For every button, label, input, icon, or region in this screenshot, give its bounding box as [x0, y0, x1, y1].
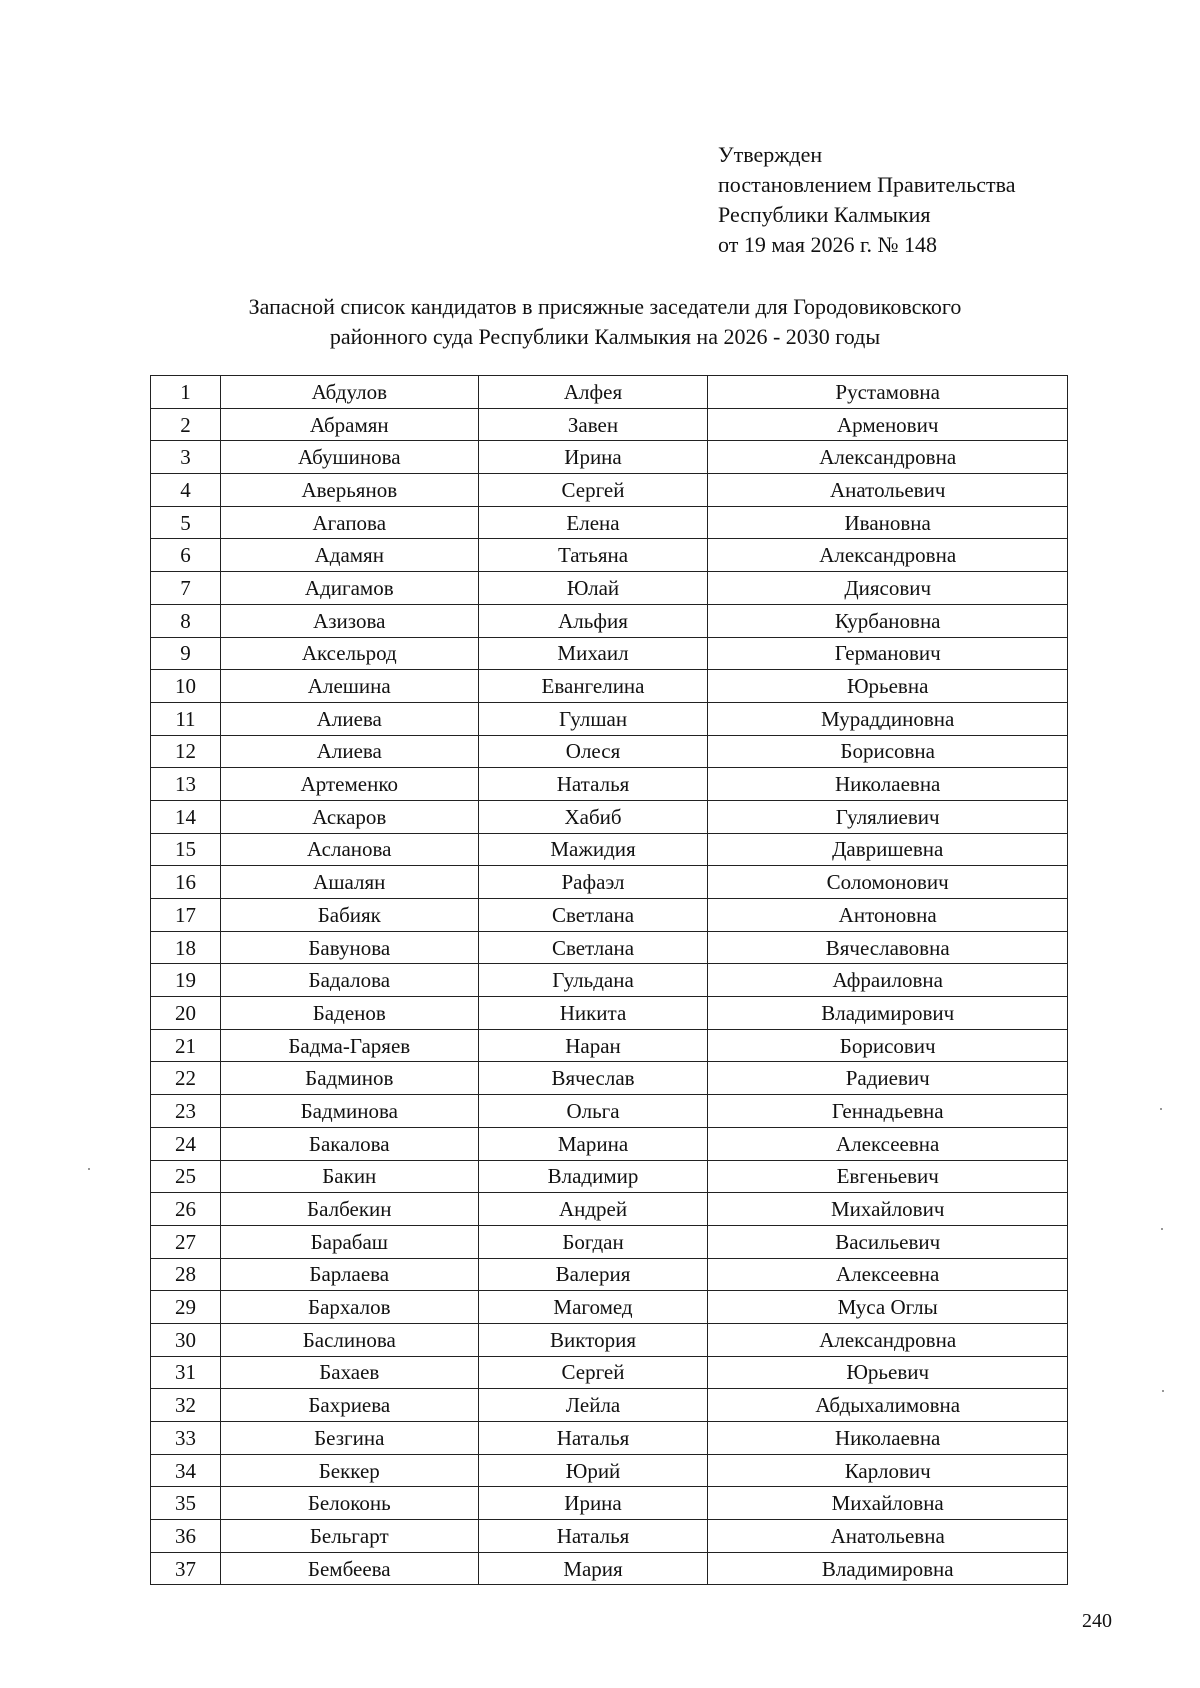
first-name-cell: Ольга [478, 1095, 708, 1128]
last-name-cell: Бавунова [220, 931, 478, 964]
row-number-cell: 19 [151, 964, 221, 997]
patronymic-cell: Борисовна [708, 735, 1068, 768]
patronymic-cell: Михайловна [708, 1487, 1068, 1520]
row-number-cell: 14 [151, 800, 221, 833]
table-row [151, 376, 1068, 409]
patronymic-cell: Юрьевна [708, 670, 1068, 703]
scan-speck [1162, 1390, 1164, 1392]
row-number-cell: 13 [151, 768, 221, 801]
last-name-cell: Бахриева [220, 1389, 478, 1422]
last-name-cell: Артеменко [220, 768, 478, 801]
row-number-cell: 28 [151, 1258, 221, 1291]
table-row [151, 1389, 1068, 1422]
first-name-cell: Никита [478, 997, 708, 1030]
last-name-cell: Абушинова [220, 441, 478, 474]
table-row [151, 604, 1068, 637]
patronymic-cell: Вячеславовна [708, 931, 1068, 964]
patronymic-cell: Гулялиевич [708, 800, 1068, 833]
first-name-cell: Мария [478, 1552, 708, 1585]
table-row [151, 539, 1068, 572]
first-name-cell: Алфея [478, 376, 708, 409]
patronymic-cell: Абдыхалимовна [708, 1389, 1068, 1422]
first-name-cell: Завен [478, 408, 708, 441]
last-name-cell: Барлаева [220, 1258, 478, 1291]
patronymic-cell: Радиевич [708, 1062, 1068, 1095]
table-row [151, 637, 1068, 670]
last-name-cell: Азизова [220, 604, 478, 637]
table-row [151, 800, 1068, 833]
approval-block [718, 140, 1016, 260]
last-name-cell: Бабияк [220, 899, 478, 932]
first-name-cell: Ирина [478, 1487, 708, 1520]
row-number-cell: 5 [151, 506, 221, 539]
table-row [151, 964, 1068, 997]
patronymic-cell: Евгеньевич [708, 1160, 1068, 1193]
last-name-cell: Безгина [220, 1422, 478, 1455]
first-name-cell: Сергей [478, 1356, 708, 1389]
table-row [151, 1422, 1068, 1455]
patronymic-cell: Александровна [708, 539, 1068, 572]
row-number-cell: 34 [151, 1454, 221, 1487]
last-name-cell: Аскаров [220, 800, 478, 833]
candidates-table [150, 375, 1068, 1585]
first-name-cell: Наталья [478, 1520, 708, 1553]
patronymic-cell: Давришевна [708, 833, 1068, 866]
last-name-cell: Бадма-Гаряев [220, 1029, 478, 1062]
patronymic-cell: Геннадьевна [708, 1095, 1068, 1128]
last-name-cell: Бадминов [220, 1062, 478, 1095]
last-name-cell: Баслинова [220, 1323, 478, 1356]
row-number-cell: 7 [151, 572, 221, 605]
table-row [151, 1225, 1068, 1258]
row-number-cell: 8 [151, 604, 221, 637]
row-number-cell: 33 [151, 1422, 221, 1455]
first-name-cell: Светлана [478, 931, 708, 964]
last-name-cell: Аверьянов [220, 474, 478, 507]
patronymic-cell: Афраиловна [708, 964, 1068, 997]
row-number-cell: 27 [151, 1225, 221, 1258]
title-line: районного суда Республики Калмыкия на 2026 - 2030 годы [329, 324, 881, 349]
table-row [151, 1552, 1068, 1585]
table-row [151, 735, 1068, 768]
patronymic-cell: Владимирович [708, 997, 1068, 1030]
patronymic-cell: Владимировна [708, 1552, 1068, 1585]
table-row [151, 441, 1068, 474]
table-row [151, 474, 1068, 507]
first-name-cell: Сергей [478, 474, 708, 507]
last-name-cell: Адигамов [220, 572, 478, 605]
last-name-cell: Бадалова [220, 964, 478, 997]
last-name-cell: Барабаш [220, 1225, 478, 1258]
patronymic-cell: Курбановна [708, 604, 1068, 637]
first-name-cell: Елена [478, 506, 708, 539]
row-number-cell: 15 [151, 833, 221, 866]
patronymic-cell: Васильевич [708, 1225, 1068, 1258]
first-name-cell: Наталья [478, 768, 708, 801]
patronymic-cell: Рустамовна [708, 376, 1068, 409]
row-number-cell: 9 [151, 637, 221, 670]
last-name-cell: Балбекин [220, 1193, 478, 1226]
patronymic-cell: Алексеевна [708, 1127, 1068, 1160]
row-number-cell: 2 [151, 408, 221, 441]
patronymic-cell: Арменович [708, 408, 1068, 441]
first-name-cell: Альфия [478, 604, 708, 637]
table-row [151, 1062, 1068, 1095]
last-name-cell: Абдулов [220, 376, 478, 409]
first-name-cell: Рафаэл [478, 866, 708, 899]
table-row [151, 1193, 1068, 1226]
row-number-cell: 20 [151, 997, 221, 1030]
table-row [151, 1160, 1068, 1193]
row-number-cell: 18 [151, 931, 221, 964]
approval-line: Республики Калмыкия [718, 202, 931, 227]
row-number-cell: 1 [151, 376, 221, 409]
first-name-cell: Ирина [478, 441, 708, 474]
first-name-cell: Магомед [478, 1291, 708, 1324]
last-name-cell: Бакалова [220, 1127, 478, 1160]
page-number: 240 [1082, 1610, 1112, 1632]
table-row [151, 931, 1068, 964]
first-name-cell: Андрей [478, 1193, 708, 1226]
patronymic-cell: Диясович [708, 572, 1068, 605]
first-name-cell: Юрий [478, 1454, 708, 1487]
scan-speck [1160, 1108, 1162, 1110]
approval-line: Утвержден [718, 142, 823, 167]
row-number-cell: 37 [151, 1552, 221, 1585]
last-name-cell: Баденов [220, 997, 478, 1030]
patronymic-cell: Мураддиновна [708, 702, 1068, 735]
last-name-cell: Бельгарт [220, 1520, 478, 1553]
patronymic-cell: Германович [708, 637, 1068, 670]
row-number-cell: 24 [151, 1127, 221, 1160]
last-name-cell: Алиева [220, 702, 478, 735]
first-name-cell: Татьяна [478, 539, 708, 572]
last-name-cell: Агапова [220, 506, 478, 539]
row-number-cell: 17 [151, 899, 221, 932]
table-row [151, 866, 1068, 899]
last-name-cell: Бадминова [220, 1095, 478, 1128]
last-name-cell: Алиева [220, 735, 478, 768]
row-number-cell: 11 [151, 702, 221, 735]
table-row [151, 768, 1068, 801]
row-number-cell: 21 [151, 1029, 221, 1062]
patronymic-cell: Карлович [708, 1454, 1068, 1487]
patronymic-cell: Николаевна [708, 1422, 1068, 1455]
table-row [151, 1127, 1068, 1160]
table-row [151, 833, 1068, 866]
approval-line: постановлением Правительства [718, 172, 1016, 197]
row-number-cell: 36 [151, 1520, 221, 1553]
patronymic-cell: Юрьевич [708, 1356, 1068, 1389]
table-row [151, 1356, 1068, 1389]
first-name-cell: Олеся [478, 735, 708, 768]
patronymic-cell: Александровна [708, 1323, 1068, 1356]
first-name-cell: Гульдана [478, 964, 708, 997]
last-name-cell: Асланова [220, 833, 478, 866]
table-row [151, 899, 1068, 932]
candidates-table-body [151, 376, 1068, 1585]
table-row [151, 1520, 1068, 1553]
last-name-cell: Абрамян [220, 408, 478, 441]
row-number-cell: 12 [151, 735, 221, 768]
scan-speck [1161, 1228, 1163, 1230]
last-name-cell: Беккер [220, 1454, 478, 1487]
last-name-cell: Бахаев [220, 1356, 478, 1389]
last-name-cell: Аксельрод [220, 637, 478, 670]
first-name-cell: Владимир [478, 1160, 708, 1193]
row-number-cell: 25 [151, 1160, 221, 1193]
patronymic-cell: Анатольевич [708, 474, 1068, 507]
row-number-cell: 16 [151, 866, 221, 899]
first-name-cell: Наран [478, 1029, 708, 1062]
row-number-cell: 6 [151, 539, 221, 572]
patronymic-cell: Анатольевна [708, 1520, 1068, 1553]
patronymic-cell: Алексеевна [708, 1258, 1068, 1291]
patronymic-cell: Ивановна [708, 506, 1068, 539]
row-number-cell: 22 [151, 1062, 221, 1095]
table-row [151, 1454, 1068, 1487]
last-name-cell: Алешина [220, 670, 478, 703]
row-number-cell: 35 [151, 1487, 221, 1520]
table-row [151, 506, 1068, 539]
row-number-cell: 23 [151, 1095, 221, 1128]
row-number-cell: 32 [151, 1389, 221, 1422]
table-row [151, 1487, 1068, 1520]
table-row [151, 702, 1068, 735]
patronymic-cell: Борисович [708, 1029, 1068, 1062]
table-row [151, 572, 1068, 605]
table-row [151, 1291, 1068, 1324]
last-name-cell: Адамян [220, 539, 478, 572]
first-name-cell: Светлана [478, 899, 708, 932]
patronymic-cell: Михайлович [708, 1193, 1068, 1226]
row-number-cell: 10 [151, 670, 221, 703]
row-number-cell: 30 [151, 1323, 221, 1356]
patronymic-cell: Соломонович [708, 866, 1068, 899]
first-name-cell: Виктория [478, 1323, 708, 1356]
first-name-cell: Богдан [478, 1225, 708, 1258]
last-name-cell: Бембеева [220, 1552, 478, 1585]
first-name-cell: Наталья [478, 1422, 708, 1455]
table-row [151, 1029, 1068, 1062]
table-row [151, 1323, 1068, 1356]
first-name-cell: Евангелина [478, 670, 708, 703]
scan-speck [88, 1168, 90, 1170]
table-row [151, 997, 1068, 1030]
patronymic-cell: Муса Оглы [708, 1291, 1068, 1324]
row-number-cell: 31 [151, 1356, 221, 1389]
row-number-cell: 4 [151, 474, 221, 507]
first-name-cell: Гулшан [478, 702, 708, 735]
document-title [130, 292, 1080, 352]
approval-line: от 19 мая 2026 г. № 148 [718, 232, 938, 257]
first-name-cell: Валерия [478, 1258, 708, 1291]
last-name-cell: Белоконь [220, 1487, 478, 1520]
row-number-cell: 29 [151, 1291, 221, 1324]
first-name-cell: Марина [478, 1127, 708, 1160]
row-number-cell: 3 [151, 441, 221, 474]
first-name-cell: Хабиб [478, 800, 708, 833]
table-row [151, 408, 1068, 441]
title-line: Запасной список кандидатов в присяжные заседатели для Городовиковского [248, 294, 962, 319]
first-name-cell: Вячеслав [478, 1062, 708, 1095]
first-name-cell: Мажидия [478, 833, 708, 866]
table-row [151, 1258, 1068, 1291]
first-name-cell: Михаил [478, 637, 708, 670]
row-number-cell: 26 [151, 1193, 221, 1226]
table-row [151, 670, 1068, 703]
last-name-cell: Бархалов [220, 1291, 478, 1324]
last-name-cell: Бакин [220, 1160, 478, 1193]
first-name-cell: Юлай [478, 572, 708, 605]
patronymic-cell: Александровна [708, 441, 1068, 474]
first-name-cell: Лейла [478, 1389, 708, 1422]
table-row [151, 1095, 1068, 1128]
last-name-cell: Ашалян [220, 866, 478, 899]
patronymic-cell: Николаевна [708, 768, 1068, 801]
patronymic-cell: Антоновна [708, 899, 1068, 932]
